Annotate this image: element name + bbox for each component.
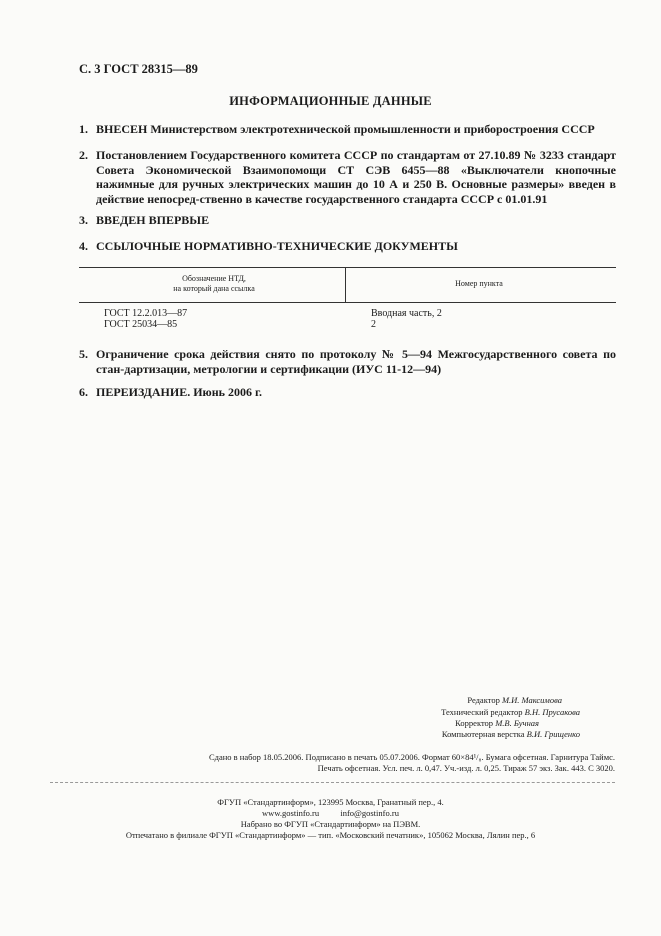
print-info-line-1: Сдано в набор 18.05.2006. Подписано в печать 05.07.2006. Формат 60×84¹/₈. Бумага офсетная. Гарнитура Таймс.: [208, 752, 615, 762]
separator-rule: [50, 782, 615, 783]
credit-role: Компьютерная верстка: [441, 729, 525, 739]
table-top-rule: [79, 267, 616, 268]
credit-proofreader: [455, 718, 539, 730]
publisher-line-1: ФГУП «Стандартинформ», 123995 Москва, Гранатный пер., 4.: [217, 797, 444, 807]
info-item-5: [79, 347, 616, 376]
table-cell-doc: ГОСТ 25034—85: [104, 319, 178, 330]
credit-name: В.И. Грищенко: [526, 729, 580, 739]
item-text: ВВЕДЕН ВПЕРВЫЕ: [96, 213, 210, 227]
reference-documents-table: [79, 267, 616, 333]
credit-name: М.В. Бучная: [495, 718, 539, 728]
table-header-rule: [79, 302, 616, 303]
publisher-line-4: Отпечатано в филиале ФГУП «Стандартинформ» — тип. «Московский печатник», 105062 Москва, Лялин пер., 6: [125, 830, 536, 840]
item-text: ССЫЛОЧНЫЕ НОРМАТИВНО-ТЕХНИЧЕСКИЕ ДОКУМЕНТЫ: [96, 239, 458, 253]
item-number: 4.: [79, 239, 88, 253]
page-title: ИНФОРМАЦИОННЫЕ ДАННЫЕ: [229, 94, 432, 108]
page-header: С. 3 ГОСТ 28315—89: [79, 62, 198, 76]
credit-tech-editor: [441, 707, 580, 719]
table-cell-clause: 2: [371, 319, 376, 330]
item-text: ПЕРЕИЗДАНИЕ. Июнь 2006 г.: [96, 385, 263, 399]
item-text: Ограничение срока действия снято по протоколу № 5—94 Межгосударственного совета по стан-дартизации, метрологии и сертификации (ИУС 11-12—94): [96, 347, 616, 376]
publisher-line-2: www.gostinfo.ru info@gostinfo.ru: [262, 808, 399, 818]
item-text: ВНЕСЕН Министерством электротехнической промышленности и приборостроения СССР: [96, 122, 595, 136]
table-column-divider: [345, 267, 346, 303]
info-item-1: [79, 122, 616, 137]
info-item-2: [79, 148, 616, 206]
table-header-document: Обозначение НТД, на который дана ссылка: [173, 274, 255, 293]
table-header-clause: Номер пункта: [455, 279, 503, 288]
table-cell-clause: Вводная часть, 2: [371, 308, 442, 319]
item-number: 2.: [79, 148, 88, 162]
item-number: 5.: [79, 347, 88, 361]
item-number: 1.: [79, 122, 88, 136]
publisher-line-3: Набрано во ФГУП «Стандартинформ» на ПЭВМ.: [240, 819, 421, 829]
credit-role: Корректор: [455, 718, 494, 728]
info-item-4: [79, 239, 616, 254]
info-item-3: [79, 213, 616, 228]
item-number: 6.: [79, 385, 88, 399]
item-text: Постановлением Государственного комитета СССР по стандартам от 27.10.89 № 3233 стандарт Совета Экономической Взаимопомощи СТ СЭВ 6455—88 «Выключатели кнопочные нажимные для ручных электрических машин до 10 А и 250 В. Основные размеры» введен в действие непосред-ственно в качестве государственного стандарта СССР с 01.01.91: [96, 148, 616, 206]
credit-name: В.Н. Прусакова: [524, 707, 580, 717]
credit-editor: [467, 695, 562, 707]
credit-role: Технический редактор: [441, 707, 523, 717]
table-cell-doc: ГОСТ 12.2.013—87: [104, 308, 188, 319]
credit-role: Редактор: [467, 695, 500, 705]
info-item-6: [79, 385, 616, 400]
item-number: 3.: [79, 213, 88, 227]
credit-layout: [442, 729, 580, 741]
print-info-line-2: Печать офсетная. Усл. печ. л. 0,47. Уч.-изд. л. 0,25. Тираж 57 экз. Зак. 443. С 3020.: [317, 763, 615, 773]
credit-name: М.И. Максимова: [501, 695, 562, 705]
